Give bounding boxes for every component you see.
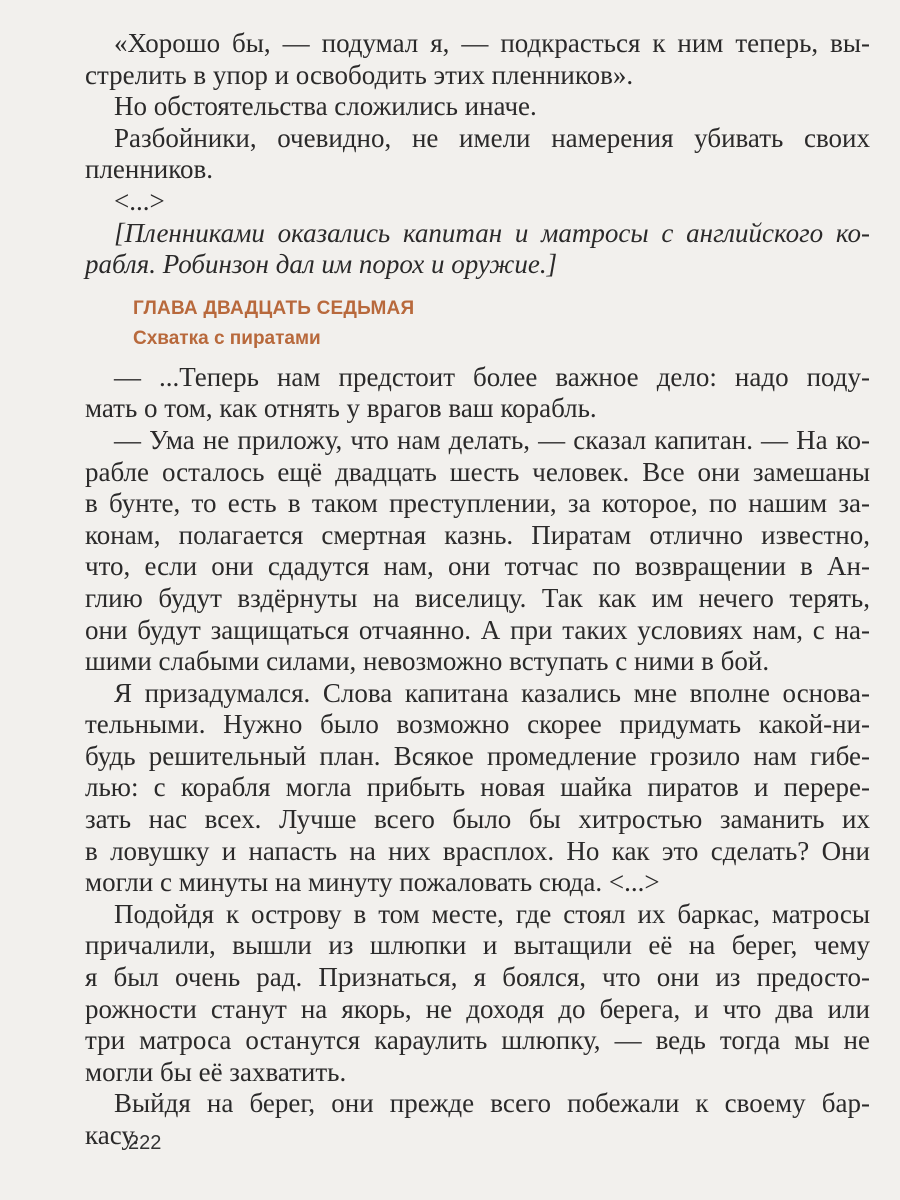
text-line: шими слабыми силами, невозможно вступать с ними в бой. xyxy=(85,646,770,677)
chapter-title: ГЛАВА ДВАДЦАТЬ СЕДЬМАЯ xyxy=(133,297,415,319)
text-line: будь решительный план. Всякое промедление грозило нам гибе- xyxy=(85,740,870,771)
text-line: Подойдя к острову в том месте, где стоял их баркас, матросы xyxy=(114,898,870,929)
paragraph xyxy=(85,218,870,281)
chapter-subtitle: Схватка с пиратами xyxy=(133,327,321,349)
text-line: могли с минуты на минуту пожаловать сюда. <...> xyxy=(85,867,660,898)
page-number: 222 xyxy=(128,1132,162,1154)
text-line: лью: с корабля могла прибыть новая шайка пиратов и перере- xyxy=(85,772,870,803)
text-line: Выйдя на берег, они прежде всего побежали к своему бар- xyxy=(114,1088,870,1119)
text-line: пленников. xyxy=(85,154,213,185)
text-section-bottom xyxy=(85,362,870,1152)
text-line: <...> xyxy=(114,185,165,216)
text-line: в ловушку и напасть на них врасплох. Но как это сделать? Они xyxy=(85,835,870,866)
text-line: могли бы её захватить. xyxy=(85,1056,347,1087)
text-line: Разбойники, очевидно, не имели намерения убивать своих xyxy=(114,122,870,153)
text-line: [Пленниками оказались капитан и матросы с английского ко- xyxy=(114,217,870,248)
text-line: глию будут вздёрнуты на виселицу. Так как им нечего терять, xyxy=(85,582,870,613)
text-line: я был очень рад. Признаться, я боялся, что они из предосто- xyxy=(85,962,870,993)
text-section-top xyxy=(85,28,870,281)
paragraph xyxy=(85,899,870,1089)
text-line: три матроса останутся караулить шлюпку, — ведь тогда мы не xyxy=(85,1025,870,1056)
text-line: касу. xyxy=(85,1120,139,1150)
text-line: Я призадумался. Слова капитана казались мне вполне основа- xyxy=(114,677,870,708)
text-line: зать нас всех. Лучше всего было бы хитростью заманить их xyxy=(85,804,870,835)
paragraph xyxy=(85,678,870,899)
paragraph xyxy=(85,28,870,91)
text-line: — Ума не приложу, что нам делать, — сказал капитан. — На ко- xyxy=(114,424,870,455)
text-line: в бунте, то есть в таком преступлении, за которое, по нашим за- xyxy=(85,488,870,519)
text-line: стрелить в упор и освободить этих пленников». xyxy=(85,59,634,90)
paragraph xyxy=(85,362,870,425)
paragraph xyxy=(85,186,870,218)
text-line: мать о том, как отнять у врагов ваш корабль. xyxy=(85,393,597,424)
text-line: Но обстоятельства сложились иначе. xyxy=(114,91,537,122)
text-line: они будут защищаться отчаянно. А при таких условиях нам, с на- xyxy=(85,614,870,645)
book-page xyxy=(85,28,870,1152)
paragraph xyxy=(85,425,870,678)
paragraph xyxy=(85,1088,870,1151)
text-line: причалили, вышли из шлюпки и вытащили её на берег, чему xyxy=(85,930,870,961)
text-line: рабле осталось ещё двадцать шесть человек. Все они замешаны xyxy=(85,456,870,487)
text-line: — ...Теперь нам предстоит более важное дело: надо поду- xyxy=(114,361,870,392)
paragraph xyxy=(85,123,870,186)
text-line: рожности станут на якорь, не доходя до берега, и что два или xyxy=(85,993,870,1024)
text-line: тельными. Нужно было возможно скорее придумать какой-ни- xyxy=(85,709,870,740)
text-line: конам, полагается смертная казнь. Пиратам отлично известно, xyxy=(85,519,870,550)
paragraph xyxy=(85,91,870,123)
text-line: рабля. Робинзон дал им порох и оружие.] xyxy=(85,249,558,280)
text-line: «Хорошо бы, — подумал я, — подкрасться к ним теперь, вы- xyxy=(114,28,870,58)
text-line: что, если они сдадутся нам, они тотчас по возвращении в Ан- xyxy=(85,551,870,582)
